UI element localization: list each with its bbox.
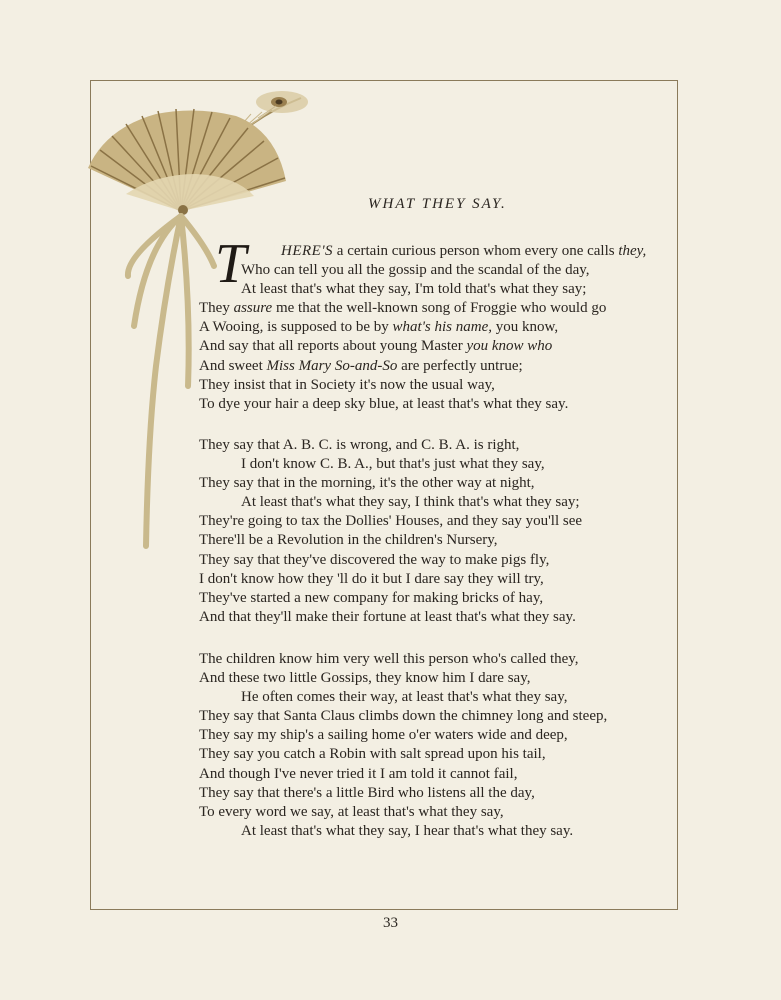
page-number: 33 <box>383 915 398 931</box>
poem-line: Who can tell you all the gossip and the scandal of the day, <box>241 262 590 279</box>
poem-line: They say that A. B. C. is wrong, and C. B. A. is right, <box>199 437 520 453</box>
poem-line: And though I've never tried it I am told it cannot fail, <box>199 765 518 782</box>
poem-line: And say that all reports about young Master you know who <box>199 338 553 355</box>
poem-title: WHAT THEY SAY. <box>368 196 507 212</box>
poem-line: He often comes their way, at least that's what they say, <box>241 689 568 706</box>
poem-line: To every word we say, at least that's what they say, <box>199 803 504 820</box>
poem-line: They insist that in Society it's now the usual way, <box>199 376 495 393</box>
poem-line: T HERE'S a certain curious person whom every one calls they, <box>215 233 647 295</box>
poem-line: They say that they've discovered the way to make pigs fly, <box>199 551 550 568</box>
drop-cap: T <box>215 233 247 295</box>
stanza-1 <box>199 233 669 414</box>
poem-line: I don't know how they 'll do it but I dare say they will try, <box>199 570 544 587</box>
stanza-3 <box>199 650 669 841</box>
poem-line: The children know him very well this person who's called they, <box>199 651 579 667</box>
poem-line: I don't know C. B. A., but that's just what they say, <box>241 456 545 473</box>
poem-line: At least that's what they say, I hear that's what they say. <box>241 822 574 839</box>
poem-line: There'll be a Revolution in the children's Nursery, <box>199 532 498 549</box>
poem-line: They're going to tax the Dollies' Houses, and they say you'll see <box>199 513 583 530</box>
poem-line: They assure me that the well-known song of Froggie who would go <box>199 300 607 317</box>
fan-icon <box>88 109 286 215</box>
poem-line: At least that's what they say, I'm told that's what they say; <box>241 281 587 298</box>
stanza-2 <box>199 436 669 627</box>
poem-line: And these two little Gossips, they know him I dare say, <box>199 670 531 687</box>
poem-line: They say that there's a little Bird who listens all the day, <box>199 784 535 801</box>
poem-line: To dye your hair a deep sky blue, at least that's what they say. <box>199 395 569 412</box>
poem-line: They say that in the morning, it's the other way at night, <box>199 475 535 492</box>
poem-line: And sweet Miss Mary So-and-So are perfectly untrue; <box>199 357 523 374</box>
poem-line: A Wooing, is supposed to be by what's his name, you know, <box>199 319 559 336</box>
poem-line: At least that's what they say, I think that's what they say; <box>241 494 580 511</box>
poem-line: And that they'll make their fortune at least that's what they say. <box>199 608 576 625</box>
poem-line: They say you catch a Robin with salt spread upon his tail, <box>199 746 546 763</box>
poem-line: They say that Santa Claus climbs down the chimney long and steep, <box>199 708 608 725</box>
poem-line: They've started a new company for making bricks of hay, <box>199 589 544 606</box>
poem-line: They say my ship's a sailing home o'er waters wide and deep, <box>199 727 568 744</box>
